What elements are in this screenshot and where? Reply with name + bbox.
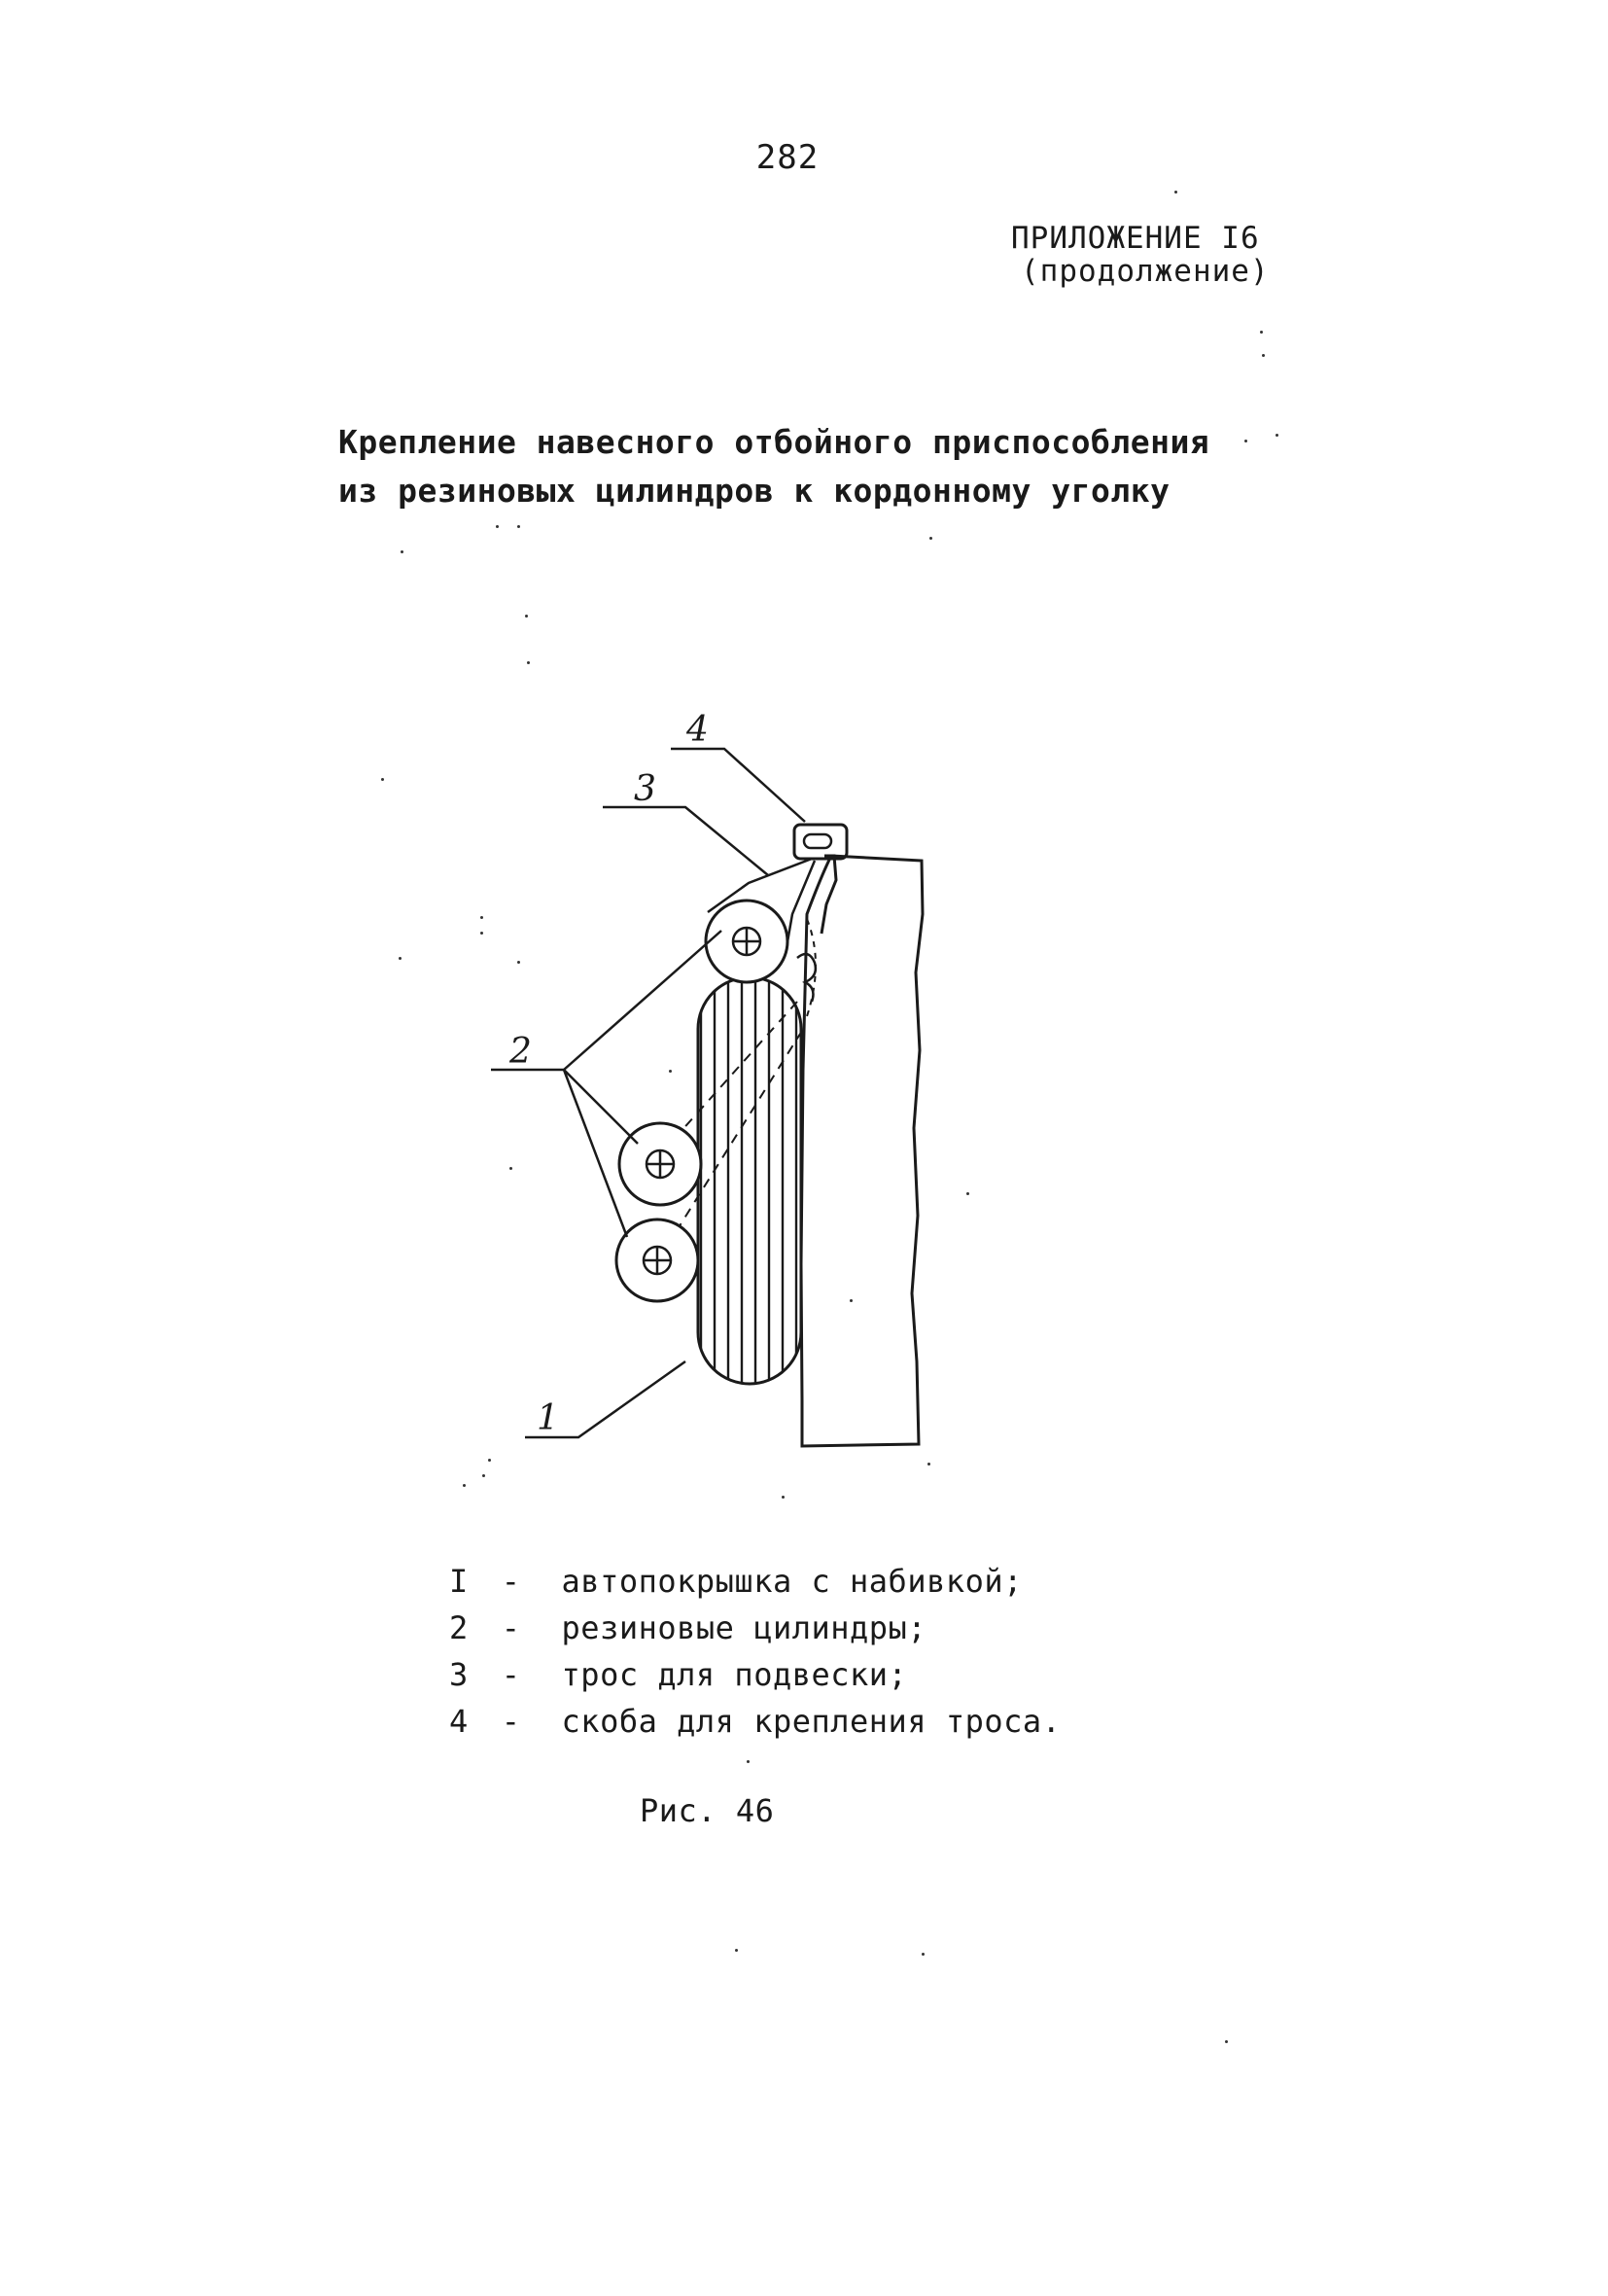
scan-speck (782, 1496, 785, 1499)
scan-speck (527, 661, 530, 664)
legend-text: трос для подвески; (561, 1656, 908, 1693)
scan-speck (1260, 331, 1263, 334)
page-number: 282 (755, 138, 820, 177)
legend-text: резиновые цилиндры; (561, 1609, 927, 1646)
curb-angle (821, 856, 836, 934)
leader-line-2-middle (564, 1070, 638, 1144)
scan-speck (1174, 191, 1177, 194)
scan-speck (517, 525, 520, 528)
scan-speck (929, 537, 932, 540)
legend-item-3 (449, 1651, 1130, 1698)
scan-speck (517, 961, 520, 964)
scan-speck (401, 550, 403, 553)
callout-1: 1 (537, 1398, 559, 1438)
appendix-continuation: (продолжение) (1021, 254, 1270, 289)
scan-speck (488, 1459, 491, 1462)
legend-text: автопокрышка с набивкой; (561, 1563, 1023, 1600)
legend-dash: - (501, 1609, 521, 1646)
scan-speck (509, 1167, 512, 1170)
legend-number: I (449, 1563, 469, 1600)
scan-speck (381, 778, 384, 781)
legend-dash: - (501, 1563, 521, 1600)
scan-speck (1276, 434, 1278, 437)
callout-2: 2 (509, 1032, 532, 1072)
figure-title-line-1: Крепление навесного отбойного приспособления (338, 423, 1210, 461)
legend-dash: - (501, 1703, 521, 1740)
scan-speck (482, 1474, 485, 1477)
figure-caption: Рис. 46 (640, 1792, 775, 1829)
legend-item-2 (449, 1605, 1130, 1651)
figure-legend (449, 1558, 1130, 1745)
scan-speck (669, 1070, 672, 1073)
callout-4: 4 (686, 710, 709, 750)
scan-speck (480, 932, 483, 935)
scan-speck (1244, 440, 1247, 442)
legend-item-1 (449, 1558, 1130, 1605)
legend-text: скоба для крепления троса. (561, 1703, 1062, 1740)
legend-number: 4 (449, 1703, 469, 1740)
rubber-cylinder-bottom (616, 1219, 698, 1301)
scan-speck (966, 1192, 969, 1195)
rubber-cylinder-top (706, 901, 787, 982)
rubber-cylinder-middle (619, 1123, 701, 1205)
scan-speck (927, 1463, 930, 1466)
scan-speck (922, 1953, 925, 1956)
figure-title-line-2: из резиновых цилиндров к кордонному уголку (338, 472, 1171, 510)
scan-speck (496, 525, 499, 528)
legend-number: 2 (449, 1609, 469, 1646)
appendix-label: ПРИЛОЖЕНИЕ I6 (1011, 221, 1260, 256)
scan-speck (735, 1949, 738, 1952)
legend-item-4 (449, 1698, 1130, 1745)
callout-3: 3 (634, 769, 656, 809)
legend-number: 3 (449, 1656, 469, 1693)
scan-speck (399, 957, 402, 960)
bracket-slot (804, 834, 831, 848)
scan-speck (1225, 2040, 1228, 2043)
leader-line-2-bottom (564, 1070, 627, 1237)
scan-speck (1262, 354, 1265, 357)
tire-hatching (698, 977, 801, 1384)
scan-speck (463, 1484, 466, 1487)
scan-speck (525, 615, 528, 618)
scan-speck (747, 1760, 750, 1763)
legend-dash: - (501, 1656, 521, 1693)
bracket-4 (794, 825, 847, 859)
quay-wall (801, 856, 923, 1446)
leader-line-3 (603, 807, 768, 875)
scan-speck (480, 916, 483, 919)
scan-speck (850, 1299, 853, 1302)
